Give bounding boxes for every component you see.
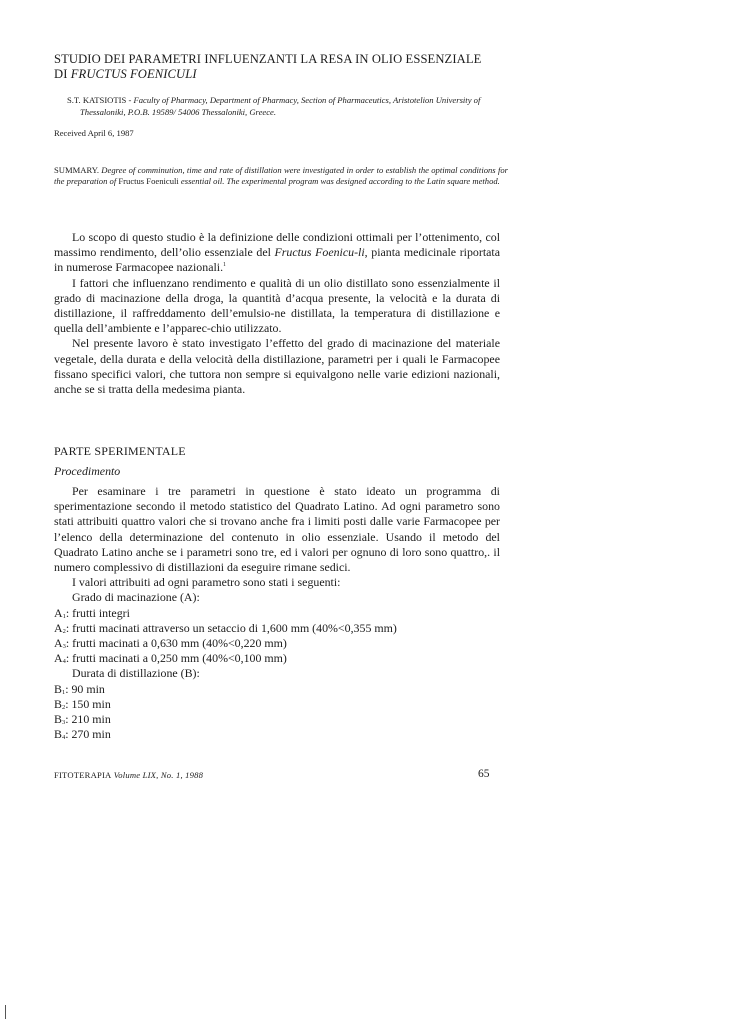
intro-paragraph-2: I fattori che influenzano rendimento e qualità di un olio distillato sono essenzialmente il grado di macinazione della droga, la quantità d’acqua presente, la velocità e la durata di distillazione, il raffreddamento dell’emulsio-ne distillata, la temperatura di distillazione e quella dell’ambiente e l’apparec-chio utilizzato. [54, 275, 500, 336]
durata-heading: Durata di distillazione (B): [72, 666, 200, 681]
intro-paragraph-3: Nel presente lavoro è stato investigato l’effetto del grado di macinazione del materiale vegetale, della durata e della velocità della distillazione, parametri per i quali le Farmacopee fissano specifici valori, che tuttora non sempre si equivalgono nelle varie edizioni nazionali, anche se si tratta della medesima pianta. [54, 336, 500, 397]
author-block [67, 95, 520, 118]
list-item: $B_2$: 150 min [54, 696, 111, 711]
subsection-heading: Procedimento [54, 464, 121, 478]
journal-footer [54, 770, 203, 780]
list-item: $B_4$: 270 min [54, 727, 111, 742]
list-item: $B_3$: 210 min [54, 712, 111, 727]
list-item: $A_2$: frutti macinati attraverso un setaccio di 1,600 mm (40%<0,355 mm) [54, 620, 397, 635]
title-line-2-italic: FRUCTUS FOENICULI [70, 67, 197, 81]
introduction [54, 230, 500, 397]
list-item: $A_4$: frutti macinati a 0,250 mm (40%<0,100 mm) [54, 651, 287, 666]
page-number: 65 [478, 768, 490, 780]
list-item: $A_1$: frutti integri [54, 605, 130, 620]
grado-heading: Grado di macinazione (A): [72, 590, 200, 605]
article-title [54, 52, 514, 82]
summary-text-1: Degree of comminution, time and rate of distillation were investigated in order to establish the optimal conditions for the preparation of [54, 165, 508, 187]
intro-paragraph-1 [54, 230, 500, 276]
summary-label: SUMMARY. [54, 165, 99, 175]
journal-name: FITOTERAPIA [54, 770, 112, 780]
experimental-body [54, 484, 500, 742]
list-item: $A_3$: frutti macinati a 0,630 mm (40%<0,220 mm) [54, 636, 287, 651]
received-date: Received April 6, 1987 [54, 128, 134, 138]
reference-marker: 1 [223, 262, 227, 269]
author-separator: - [126, 95, 134, 105]
title-line-2-prefix: DI [54, 67, 71, 81]
title-line-1: STUDIO DEI PARAMETRI INFLUENZANTI LA RESA IN OLIO ESSENZIALE [54, 52, 482, 66]
journal-volume: Volume LIX, No. 1, 1988 [111, 770, 204, 780]
intro-p1-text-b: , pianta medicinale riportata in numerose Farmacopee nazionali. [54, 245, 500, 275]
intro-p1-italic: Fructus Foenicu-li [274, 245, 365, 260]
section-heading: PARTE SPERIMENTALE [54, 444, 186, 458]
author-name: S.T. KATSIOTIS [67, 95, 127, 105]
summary-block [54, 165, 508, 188]
experimental-paragraph-2: I valori attribuiti ad ogni parametro sono stati i seguenti: [72, 575, 341, 590]
experimental-paragraph-1: Per esaminare i tre parametri in questione è stato ideato un programma di sperimentazione secondo il metodo statistico del Quadrato Latino. Ad ogni parametro sono stati attribuiti quattro valori che si trovano anche fra i limiti posti dalle varie Farmacopee per l’elenco della determinazione del contenuto in olio essenziale. Usando il metodo del Quadrato Latino anche se i parametri sono tre, ed i valori per ognuno di loro sono quattro,. il numero complessivo di distillazioni da eseguire rimane sedici. [54, 484, 500, 575]
list-item: $B_1$: 90 min [54, 681, 105, 696]
intro-p1-text-a: Lo scopo di questo studio è la definizione delle condizioni ottimali per l’ottenimento, col massimo rendimento, dell’olio essenziale del [54, 230, 500, 260]
summary-text-2: essential oil. The experimental program was designed according to the Latin square method. [178, 176, 500, 187]
author-affiliation: Faculty of Pharmacy, Department of Pharmacy, Section of Pharmaceutics, Aristotelion University of Thessaloniki, P.O.B. 19589/ 54006 Thessaloniki, Greece. [80, 95, 481, 117]
margin-mark [5, 1005, 6, 1019]
summary-term: Fructus Foeniculi [118, 176, 179, 187]
